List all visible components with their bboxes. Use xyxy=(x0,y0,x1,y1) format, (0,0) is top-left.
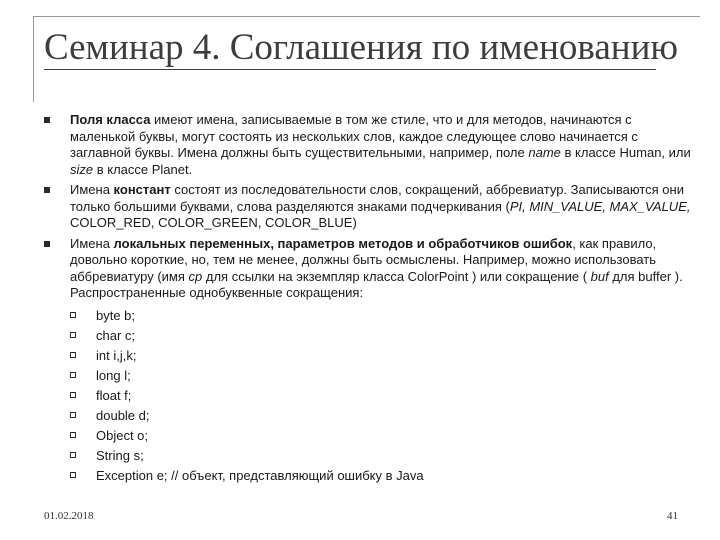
slide-date: 01.02.2018 xyxy=(44,510,94,522)
bullet-text: состоят из последовательности слов, сокращений, аббревиатур. Записываются они только большими буквами, слова разделяются знаками подчеркивания ( xyxy=(70,182,684,214)
frame-vertical-line xyxy=(33,16,34,102)
slide-title: Семинар 4. Соглашения по именованию xyxy=(44,27,679,68)
example-item xyxy=(70,306,694,326)
example-text: Object o; xyxy=(96,427,149,443)
frame-horizontal-line xyxy=(33,16,700,17)
bullet-italic-term: size xyxy=(70,161,94,177)
example-item xyxy=(70,426,694,446)
example-item xyxy=(70,466,694,486)
square-bullet-icon xyxy=(44,187,50,193)
bullet-text: для ссылки на экземпляр класса ColorPoint ) или сокращение ( xyxy=(202,268,591,284)
example-text: int i,j,k; xyxy=(96,347,137,363)
bullet-text: в классе Human, или xyxy=(560,145,691,160)
example-text: byte b; xyxy=(96,307,136,323)
example-text: long l; xyxy=(96,367,131,383)
bullet-text: Имена xyxy=(70,235,114,251)
bullet-text: Имена xyxy=(70,182,114,197)
bullet-item-fields xyxy=(44,112,694,178)
bullet-bold-term: локальных переменных, параметров методов и обработчиков ошибок xyxy=(113,235,573,251)
bullet-bold-term: Поля класса xyxy=(70,112,151,127)
bullet-text: , как правило, довольно короткие, но, тем не менее, должны быть осмыслены. Например, можно использовать аббревиатуру (имя xyxy=(70,235,657,284)
bullet-italic-term: name xyxy=(528,145,561,160)
example-text: double d; xyxy=(96,407,150,423)
hollow-square-bullet-icon xyxy=(70,472,76,478)
slide-content xyxy=(44,112,694,490)
example-item xyxy=(70,406,694,426)
hollow-square-bullet-icon xyxy=(70,412,76,418)
example-item xyxy=(70,386,694,406)
example-list xyxy=(70,306,694,486)
title-underline xyxy=(44,69,656,70)
example-item xyxy=(70,446,694,466)
bullet-text: COLOR_RED, COLOR_GREEN, COLOR_BLUE) xyxy=(70,215,357,230)
bullet-item-constants xyxy=(44,182,694,232)
example-text: String s; xyxy=(96,447,144,463)
square-bullet-icon xyxy=(44,117,50,123)
hollow-square-bullet-icon xyxy=(70,432,76,438)
hollow-square-bullet-icon xyxy=(70,332,76,338)
bullet-text: имеют имена, записываемые в том же стиле, что и для методов, начинаются с маленькой буквы, могут состоять из нескольких слов, каждое следующее слово начинается с заглавной буквы. Имена должны быть существительными, например, поле xyxy=(70,112,638,160)
hollow-square-bullet-icon xyxy=(70,312,76,318)
bullet-italic-term: PI, MIN_VALUE, MAX_VALUE, xyxy=(509,198,691,214)
example-text: char c; xyxy=(96,327,136,343)
bullet-italic-term: buf xyxy=(590,268,609,284)
bullet-item-locals xyxy=(44,236,694,486)
example-item xyxy=(70,366,694,386)
bullet-list xyxy=(44,112,694,486)
bullet-text: для buffer ). Распространенные однобуквенные сокращения: xyxy=(70,268,683,300)
hollow-square-bullet-icon xyxy=(70,372,76,378)
bullet-text: в классе Planet. xyxy=(93,161,193,177)
example-text: float f; xyxy=(96,387,132,403)
example-text: Exception e; // объект, представляющий ошибку в Java xyxy=(96,467,424,483)
bullet-italic-term: cp xyxy=(188,268,203,284)
page-number: 41 xyxy=(667,510,678,522)
example-item xyxy=(70,326,694,346)
square-bullet-icon xyxy=(44,241,50,247)
hollow-square-bullet-icon xyxy=(70,452,76,458)
example-item xyxy=(70,346,694,366)
hollow-square-bullet-icon xyxy=(70,392,76,398)
bullet-bold-term: констант xyxy=(113,182,171,197)
hollow-square-bullet-icon xyxy=(70,352,76,358)
